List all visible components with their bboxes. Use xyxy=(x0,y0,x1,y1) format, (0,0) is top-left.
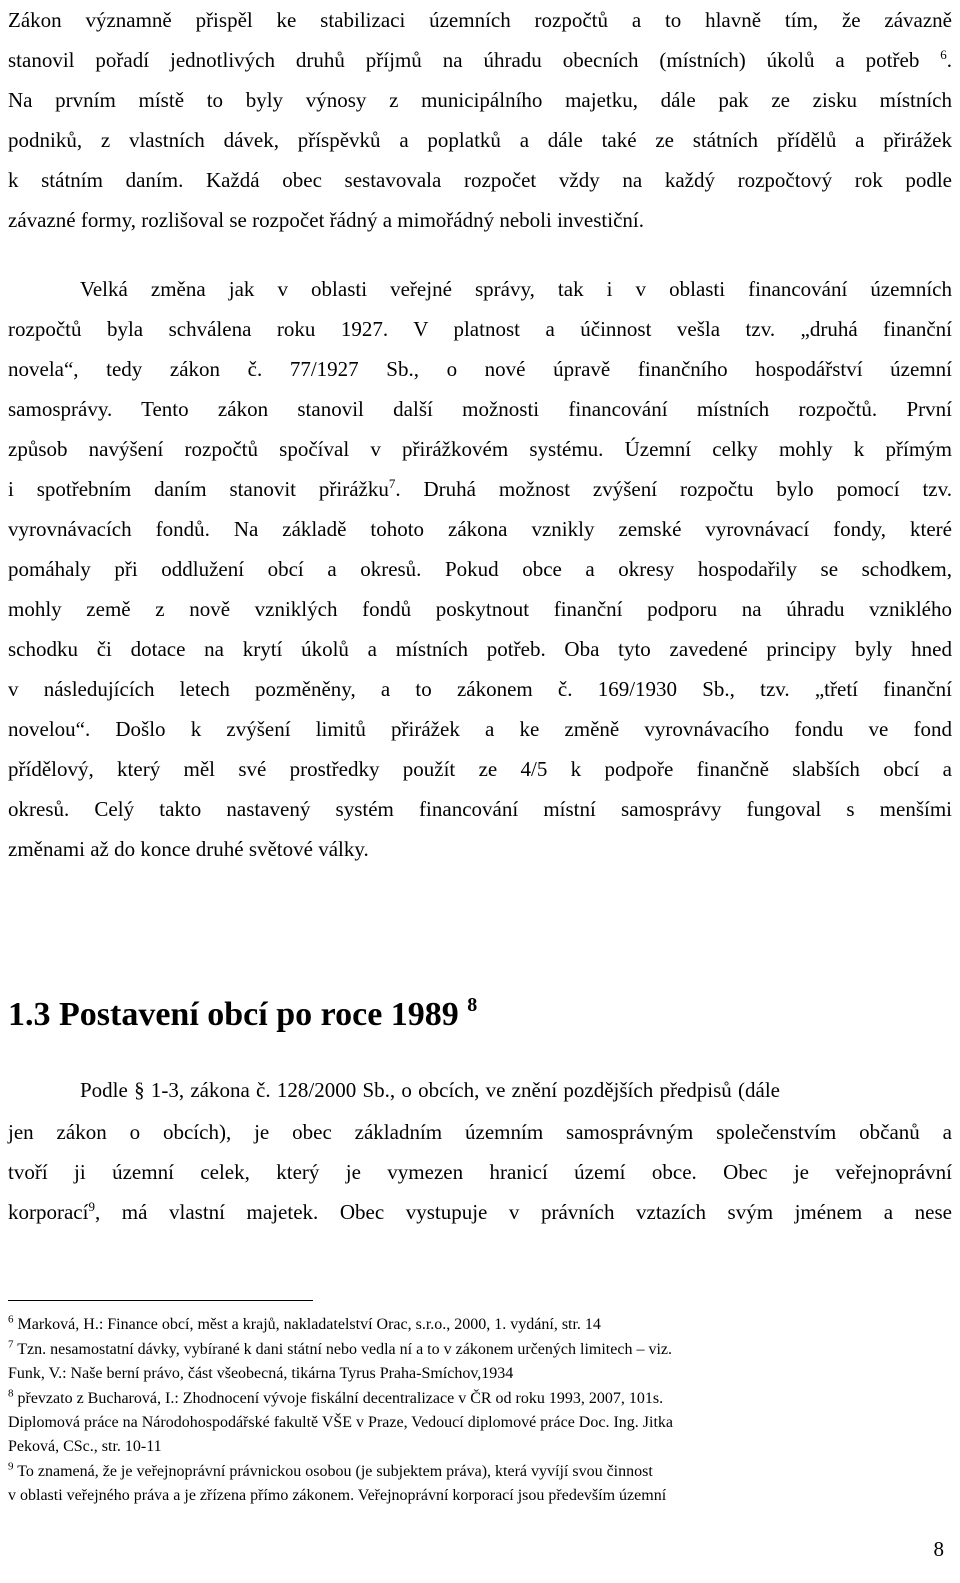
footnote: $^9$ To znamená, že je veřejnoprávní právnickou osobou (je subjektem práva), která vyvíjí svou činnost xyxy=(8,1460,653,1480)
paragraph-line: novela“, tedy zákon č. 77/1927 Sb., o nové úpravě finančního hospodářství územní xyxy=(8,357,952,381)
footnote: $^8$ převzato z Bucharová, I.: Zhodnocení vývoje fiskální decentralizace v ČR od roku 1993, 2007, 101s. xyxy=(8,1387,664,1407)
paragraph-line: změnami až do konce druhé světové války. xyxy=(8,837,369,861)
paragraph-line: podniků, z vlastních dávek, příspěvků a poplatků a dále také ze státních přídělů a přirážek xyxy=(8,128,952,152)
paragraph-line: okresů. Celý takto nastavený systém financování místní samosprávy fungoval s menšími xyxy=(8,797,952,821)
footnote-ref: 6 xyxy=(940,47,947,62)
footnote-ref: 9 xyxy=(88,1199,95,1214)
paragraph-line: Podle § 1-3, zákona č. 128/2000 Sb., o obcích, ve znění pozdějších předpisů (dále xyxy=(80,1078,780,1102)
footnote-separator xyxy=(8,1300,313,1301)
paragraph-line: k státním daním. Každá obec sestavovala rozpočet vždy na každý rozpočtový rok podle xyxy=(8,168,952,192)
section-heading: 1.3 Postavení obcí po roce 1989 $^8$ xyxy=(8,994,478,1033)
footnote: Peková, CSc., str. 10-11 xyxy=(8,1438,162,1455)
page-number: 8 xyxy=(933,1537,944,1561)
paragraph-line: v následujících letech pozměněny, a to zákonem č. 169/1930 Sb., tzv. „třetí finanční xyxy=(8,677,952,701)
paragraph-line: samosprávy. Tento zákon stanovil další možnosti financování místních rozpočtů. První xyxy=(8,397,952,421)
paragraph-line: tvoří ji územní celek, který je vymezen hranicí území obce. Obec je veřejnoprávní xyxy=(8,1160,952,1184)
paragraph-line: závazné formy, rozlišoval se rozpočet řádný a mimořádný neboli investiční. xyxy=(8,208,644,232)
paragraph-line: i spotřebním daním stanovit přirážku$^7$. Druhá možnost zvýšení rozpočtu bylo pomocí tzv. xyxy=(8,476,952,501)
paragraph-line: mohly země z nově vzniklých fondů poskytnout finanční podporu na úhradu vzniklého xyxy=(8,597,952,621)
paragraph-line: Zákon významně přispěl ke stabilizaci územních rozpočtů a to hlavně tím, že závazně xyxy=(8,8,952,32)
footnote: Funk, V.: Naše berní právo, část všeobecná, tikárna Tyrus Praha-Smíchov,1934 xyxy=(8,1365,514,1382)
footnote: Diplomová práce na Národohospodářské fakultě VŠE v Praze, Vedoucí diplomové práce Doc. Ing. Jitka xyxy=(8,1414,673,1431)
paragraph-line: způsob navýšení rozpočtů spočíval v přirážkovém systému. Územní celky mohly k přímým xyxy=(8,437,952,461)
paragraph-line: Na prvním místě to byly výnosy z municipálního majetku, dále pak ze zisku místních xyxy=(8,88,952,112)
paragraph-line: stanovil pořadí jednotlivých druhů příjmů na úhradu obecních (místních) úkolů a potřeb $^6$. xyxy=(8,47,953,72)
footnote-ref: 8 xyxy=(467,994,478,1016)
paragraph-line: Velká změna jak v oblasti veřejné správy, tak i v oblasti financování územních xyxy=(80,277,952,301)
paragraph-line: novelou“. Došlo k zvýšení limitů přirážek a ke změně vyrovnávacího fondu ve fond xyxy=(8,717,952,741)
paragraph-line: vyrovnávacích fondů. Na základě tohoto zákona vznikly zemské vyrovnávací fondy, které xyxy=(8,517,952,541)
paragraph-line: jen zákon o obcích), je obec základním územním samosprávným společenstvím občanů a xyxy=(8,1120,952,1144)
footnote: $^7$ Tzn. nesamostatní dávky, vybírané k dani státní nebo vedla ní a to v zákonem určených limitech – viz. xyxy=(8,1338,672,1358)
footnote: v oblasti veřejného práva a je zřízena přímo zákonem. Veřejnoprávní korporací jsou především územní xyxy=(8,1487,667,1504)
footnote: $^6$ Marková, H.: Finance obcí, měst a krajů, nakladatelství Orac, s.r.o., 2000, 1. vydání, str. 14 xyxy=(8,1313,601,1333)
paragraph-line: korporací$^9$, má vlastní majetek. Obec vystupuje v právních vztazích svým jménem a nese xyxy=(8,1199,952,1224)
paragraph-line: rozpočtů byla schválena roku 1927. V platnost a účinnost vešla tzv. „druhá finanční xyxy=(8,317,952,341)
paragraph-line: schodku či dotace na krytí úkolů a místních potřeb. Oba tyto zavedené principy byly hned xyxy=(8,637,952,661)
footnote-ref: 7 xyxy=(388,476,396,491)
paragraph-line: přídělový, který měl své prostředky použít ze 4/5 k podpoře finančně slabších obcí a xyxy=(8,757,952,781)
paragraph-line: pomáhaly při oddlužení obcí a okresů. Pokud obce a okresy hospodařily se schodkem, xyxy=(8,557,952,581)
